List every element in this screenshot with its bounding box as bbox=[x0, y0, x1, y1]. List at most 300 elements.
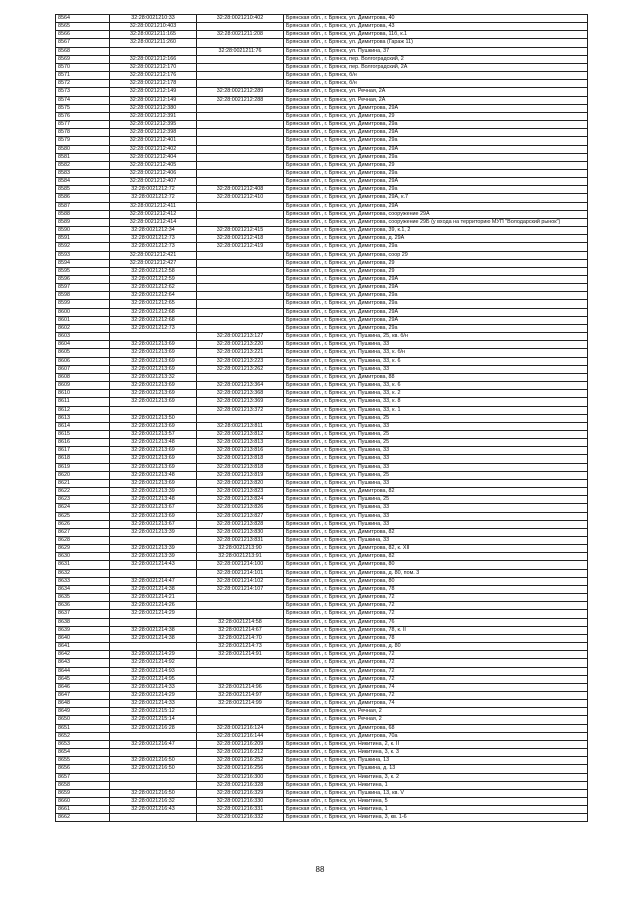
cadastral-number-parcel: 32:28:0021212:412 bbox=[110, 210, 197, 218]
row-number: 8608 bbox=[56, 373, 110, 381]
cadastral-number-parcel: 32:28:0021214:95 bbox=[110, 675, 197, 683]
cadastral-number-parcel: 32:28:0021213:69 bbox=[110, 349, 197, 357]
row-number: 8639 bbox=[56, 626, 110, 634]
cadastral-number-parcel: 32:28:0021213:67 bbox=[110, 520, 197, 528]
cadastral-number-parcel: 32:28:0021213:69 bbox=[110, 455, 197, 463]
cadastral-number-object bbox=[197, 316, 284, 324]
address: Брянская обл., г. Брянск, ул. Димитрова, 88 bbox=[284, 373, 588, 381]
cadastral-number-parcel: 32:28:0021213:69 bbox=[110, 382, 197, 390]
cadastral-number-parcel: 32:28:0021213:69 bbox=[110, 398, 197, 406]
cadastral-number-object bbox=[197, 112, 284, 120]
cadastral-number-parcel: 32:28:0021213:50 bbox=[110, 414, 197, 422]
table-body bbox=[56, 15, 588, 822]
address: Брянская обл., г. Брянск, ул. Димитрова, 29а bbox=[284, 292, 588, 300]
address: Брянская обл., г. Брянск, ул. Димитрова, 29А bbox=[284, 129, 588, 137]
cadastral-number-parcel: 32:28:0021213:39 bbox=[110, 528, 197, 536]
table-row bbox=[56, 455, 588, 463]
cadastral-number-parcel: 32:28:0021214:29 bbox=[110, 651, 197, 659]
row-number: 8640 bbox=[56, 634, 110, 642]
table-row bbox=[56, 72, 588, 80]
row-number: 8629 bbox=[56, 545, 110, 553]
row-number: 8579 bbox=[56, 137, 110, 145]
address: Брянская обл., г. Брянск, ул. Димитрова, 29А bbox=[284, 145, 588, 153]
row-number: 8614 bbox=[56, 422, 110, 430]
row-number: 8662 bbox=[56, 814, 110, 822]
row-number: 8595 bbox=[56, 267, 110, 275]
cadastral-number-parcel: 32:28:0021212:402 bbox=[110, 145, 197, 153]
cadastral-number-parcel: 32:28:0021213:69 bbox=[110, 447, 197, 455]
address: Брянская обл., г. Брянск, ул. Димитрова (Гараж 11) bbox=[284, 39, 588, 47]
cadastral-number-object: 32:28:0021216:331 bbox=[197, 806, 284, 814]
row-number: 8620 bbox=[56, 471, 110, 479]
cadastral-number-object: 32:28:0021213:823 bbox=[197, 488, 284, 496]
table-row bbox=[56, 798, 588, 806]
table-row bbox=[56, 202, 588, 210]
address: Брянская обл., г. Брянск, ул. Пушкина, 25 bbox=[284, 471, 588, 479]
cadastral-number-parcel: 32:28:0021213:69 bbox=[110, 365, 197, 373]
address: Брянская обл., г. Брянск, ул. Димитрова, 72 bbox=[284, 691, 588, 699]
table-row bbox=[56, 814, 588, 822]
address: Брянская обл., г. Брянск, ул. Пушкина, 37 bbox=[284, 47, 588, 55]
table-row bbox=[56, 55, 588, 63]
table-row bbox=[56, 675, 588, 683]
table-row bbox=[56, 104, 588, 112]
table-row bbox=[56, 569, 588, 577]
cadastral-number-object: 32:28:0021213:816 bbox=[197, 447, 284, 455]
row-number: 8636 bbox=[56, 602, 110, 610]
cadastral-number-object bbox=[197, 153, 284, 161]
cadastral-number-object: 32:28:0021214:96 bbox=[197, 683, 284, 691]
address: Брянская обл., г. Брянск, ул. Димитрова, 29а bbox=[284, 324, 588, 332]
address: Брянская обл., г. Брянск, ул. Димитрова, 29 bbox=[284, 267, 588, 275]
table-row bbox=[56, 324, 588, 332]
cadastral-number-parcel: 32:28:0021214:92 bbox=[110, 659, 197, 667]
row-number: 8606 bbox=[56, 357, 110, 365]
cadastral-number-parcel: 32:28:0021214:29 bbox=[110, 610, 197, 618]
row-number: 8590 bbox=[56, 227, 110, 235]
cadastral-number-parcel: 32:28:0021215:12 bbox=[110, 708, 197, 716]
row-number: 8577 bbox=[56, 121, 110, 129]
cadastral-number-object bbox=[197, 72, 284, 80]
row-number: 8648 bbox=[56, 700, 110, 708]
address: Брянская обл., г. Брянск, ул. Димитрова, сооружение 29Б (у входа на территорию МУП "Володарский рынок") bbox=[284, 218, 588, 226]
table-row bbox=[56, 488, 588, 496]
table-row bbox=[56, 520, 588, 528]
cadastral-number-object bbox=[197, 145, 284, 153]
address: Брянская обл., г. Брянск, ул. Димитрова, 29А bbox=[284, 284, 588, 292]
row-number: 8567 bbox=[56, 39, 110, 47]
address: Брянская обл., г. Брянск, ул. Пушкина, 33 bbox=[284, 463, 588, 471]
row-number: 8597 bbox=[56, 284, 110, 292]
address: Брянская обл., г. Брянск, ул. Димитрова, 82 bbox=[284, 553, 588, 561]
cadastral-number-parcel: 32:28:0021213:69 bbox=[110, 512, 197, 520]
row-number: 8657 bbox=[56, 773, 110, 781]
cadastral-number-parcel: 32:28:0021213:69 bbox=[110, 341, 197, 349]
address: Брянская обл., г. Брянск, ул. Речная, 2А bbox=[284, 88, 588, 96]
address: Брянская обл., г. Брянск, ул. Пушкина, 13 bbox=[284, 757, 588, 765]
address: Брянская обл., г. Брянск, ул. Димитрова, д. 80, пом. 3 bbox=[284, 569, 588, 577]
row-number: 8661 bbox=[56, 806, 110, 814]
table-row bbox=[56, 398, 588, 406]
row-number: 8624 bbox=[56, 504, 110, 512]
cadastral-number-parcel: 32:28:0021212:380 bbox=[110, 104, 197, 112]
cadastral-number-object: 32:28:0021213:372 bbox=[197, 406, 284, 414]
cadastral-number-parcel: 32:28:0021212:421 bbox=[110, 251, 197, 259]
address: Брянская обл., г. Брянск, ул. Димитрова, 72 bbox=[284, 651, 588, 659]
cadastral-number-parcel: 32:28:0021212:395 bbox=[110, 121, 197, 129]
cadastral-number-parcel bbox=[110, 732, 197, 740]
table-row bbox=[56, 276, 588, 284]
row-number: 8573 bbox=[56, 88, 110, 96]
table-row bbox=[56, 194, 588, 202]
cadastral-number-parcel: 32:28:0021214:38 bbox=[110, 626, 197, 634]
address: Брянская обл., г. Брянск, ул. Димитрова, 29 bbox=[284, 112, 588, 120]
row-number: 8647 bbox=[56, 691, 110, 699]
cadastral-number-object bbox=[197, 169, 284, 177]
cadastral-number-parcel: 32:28:0021213:39 bbox=[110, 545, 197, 553]
table-row bbox=[56, 651, 588, 659]
cadastral-number-object: 32:28:0021213:824 bbox=[197, 496, 284, 504]
cadastral-number-parcel: 32:28:0021213:69 bbox=[110, 479, 197, 487]
table-row bbox=[56, 243, 588, 251]
address: Брянская обл., г. Брянск, ул. Димитрова, 72 bbox=[284, 659, 588, 667]
cadastral-number-object bbox=[197, 659, 284, 667]
cadastral-number-object: 32:28:0021216:329 bbox=[197, 789, 284, 797]
cadastral-number-parcel: 32:28:0021213:57 bbox=[110, 430, 197, 438]
cadastral-number-parcel: 32:28:0021212:404 bbox=[110, 153, 197, 161]
row-number: 8642 bbox=[56, 651, 110, 659]
cadastral-number-object bbox=[197, 276, 284, 284]
address: Брянская обл., г. Брянск, ул. Речная, 2 bbox=[284, 708, 588, 716]
table-row bbox=[56, 406, 588, 414]
cadastral-number-object: 32:28:0021213:364 bbox=[197, 382, 284, 390]
cadastral-number-parcel: 32:28:0021212:407 bbox=[110, 178, 197, 186]
address: Брянская обл., г. Брянск, ул. Пушкина, 33, к. 2 bbox=[284, 390, 588, 398]
table-row bbox=[56, 88, 588, 96]
table-row bbox=[56, 63, 588, 71]
table-row bbox=[56, 137, 588, 145]
table-row bbox=[56, 169, 588, 177]
cadastral-number-parcel bbox=[110, 749, 197, 757]
cadastral-number-parcel: 32:28:0021212:414 bbox=[110, 218, 197, 226]
table-row bbox=[56, 765, 588, 773]
address: Брянская обл., г. Брянск, ул. Димитрова, 76 bbox=[284, 618, 588, 626]
table-row bbox=[56, 178, 588, 186]
address: Брянская обл., г. Брянск, ул. Димитрова, 72 bbox=[284, 610, 588, 618]
cadastral-number-parcel: 32:28:0021212:72 bbox=[110, 186, 197, 194]
row-number: 8588 bbox=[56, 210, 110, 218]
cadastral-number-object: 32:28:0021216:330 bbox=[197, 798, 284, 806]
address: Брянская обл., г. Брянск, ул. Димитрова, 43 bbox=[284, 23, 588, 31]
row-number: 8643 bbox=[56, 659, 110, 667]
table-row bbox=[56, 259, 588, 267]
table-row bbox=[56, 39, 588, 47]
cadastral-number-object: 32:28:0021212:288 bbox=[197, 96, 284, 104]
table-row bbox=[56, 23, 588, 31]
table-row bbox=[56, 422, 588, 430]
address: Брянская обл., г. Брянск, ул. Никитина, 5 bbox=[284, 798, 588, 806]
cadastral-number-parcel: 32:28:0021216:47 bbox=[110, 740, 197, 748]
cadastral-number-object bbox=[197, 39, 284, 47]
address: Брянская обл., г. Брянск, ул. Пушкина, 33, к. 1 bbox=[284, 406, 588, 414]
cadastral-number-parcel bbox=[110, 333, 197, 341]
cadastral-number-parcel: 32:28:0021214:33 bbox=[110, 683, 197, 691]
table-row bbox=[56, 153, 588, 161]
cadastral-number-object: 32:28:0021213:819 bbox=[197, 471, 284, 479]
page-number: 88 bbox=[315, 865, 325, 874]
row-number: 8601 bbox=[56, 316, 110, 324]
cadastral-number-parcel: 32:28:0021212:149 bbox=[110, 88, 197, 96]
cadastral-number-object bbox=[197, 178, 284, 186]
row-number: 8569 bbox=[56, 55, 110, 63]
row-number: 8585 bbox=[56, 186, 110, 194]
table-row bbox=[56, 463, 588, 471]
cadastral-number-object: 32:28:0021212:408 bbox=[197, 186, 284, 194]
cadastral-number-object: 32:28:0021213:812 bbox=[197, 430, 284, 438]
cadastral-number-parcel: 32:28:0021212:64 bbox=[110, 292, 197, 300]
row-number: 8616 bbox=[56, 439, 110, 447]
cadastral-number-object: 32:28:0021212:415 bbox=[197, 227, 284, 235]
cadastral-number-object: 32:28:0021213:221 bbox=[197, 349, 284, 357]
cadastral-number-object: 32:28:0021211:76 bbox=[197, 47, 284, 55]
address: Брянская обл., г. Брянск, ул. Димитрова, 74 bbox=[284, 700, 588, 708]
table-row bbox=[56, 496, 588, 504]
address: Брянская обл., г. Брянск, ул. Димитрова, 29а bbox=[284, 169, 588, 177]
cadastral-number-parcel: 32:28:0021213:69 bbox=[110, 422, 197, 430]
table-row bbox=[56, 537, 588, 545]
table-row bbox=[56, 341, 588, 349]
cadastral-number-object: 32:28:0021210:402 bbox=[197, 15, 284, 23]
address: Брянская обл., г. Брянск, ул. Пушкина, 33, к. 6 bbox=[284, 382, 588, 390]
row-number: 8602 bbox=[56, 324, 110, 332]
cadastral-number-object: 32:28:0021214:67 bbox=[197, 626, 284, 634]
table-row bbox=[56, 504, 588, 512]
row-number: 8613 bbox=[56, 414, 110, 422]
table-row bbox=[56, 80, 588, 88]
cadastral-number-parcel: 32:28:0021214:38 bbox=[110, 585, 197, 593]
cadastral-number-parcel: 32:28:0021213:69 bbox=[110, 463, 197, 471]
cadastral-number-object bbox=[197, 121, 284, 129]
row-number: 8589 bbox=[56, 218, 110, 226]
cadastral-number-parcel: 32:28:0021212:149 bbox=[110, 96, 197, 104]
cadastral-number-parcel: 32:28:0021212:72 bbox=[110, 194, 197, 202]
address: Брянская обл., г. Брянск, ул. Никитина, 1 bbox=[284, 781, 588, 789]
table-row bbox=[56, 308, 588, 316]
row-number: 8633 bbox=[56, 577, 110, 585]
cadastral-number-parcel: 32:28:0021212:68 bbox=[110, 308, 197, 316]
cadastral-number-parcel: 32:28:0021216:43 bbox=[110, 806, 197, 814]
row-number: 8660 bbox=[56, 798, 110, 806]
table-row bbox=[56, 227, 588, 235]
table-row bbox=[56, 112, 588, 120]
cadastral-number-parcel bbox=[110, 406, 197, 414]
cadastral-number-object bbox=[197, 610, 284, 618]
table-row bbox=[56, 267, 588, 275]
cadastral-number-parcel: 32:28:0021212:406 bbox=[110, 169, 197, 177]
address: Брянская обл., г. Брянск, ул. Пушкина, 33 bbox=[284, 365, 588, 373]
table-row bbox=[56, 471, 588, 479]
cadastral-number-parcel: 32:28:0021214:38 bbox=[110, 634, 197, 642]
row-number: 8582 bbox=[56, 161, 110, 169]
cadastral-number-parcel: 32:28:0021213:48 bbox=[110, 471, 197, 479]
row-number: 8578 bbox=[56, 129, 110, 137]
row-number: 8650 bbox=[56, 716, 110, 724]
row-number: 8626 bbox=[56, 520, 110, 528]
table-row bbox=[56, 594, 588, 602]
row-number: 8581 bbox=[56, 153, 110, 161]
address: Брянская обл., г. Брянск, ул. Димитрова, 29А, к.7 bbox=[284, 194, 588, 202]
address: Брянская обл., г. Брянск, ул. Пушкина, 33 bbox=[284, 455, 588, 463]
table-row bbox=[56, 284, 588, 292]
cadastral-number-parcel bbox=[110, 537, 197, 545]
address: Брянская обл., г. Брянск, ул. Речная, 2А bbox=[284, 96, 588, 104]
table-row bbox=[56, 316, 588, 324]
row-number: 8652 bbox=[56, 732, 110, 740]
cadastral-number-object: 32:28:0021216:300 bbox=[197, 773, 284, 781]
row-number: 8637 bbox=[56, 610, 110, 618]
table-row bbox=[56, 218, 588, 226]
cadastral-number-parcel bbox=[110, 773, 197, 781]
address: Брянская обл., г. Брянск, ул. Пушкина, 33 bbox=[284, 447, 588, 455]
cadastral-number-parcel: 32:28:0021213:67 bbox=[110, 504, 197, 512]
table-row bbox=[56, 602, 588, 610]
row-number: 8584 bbox=[56, 178, 110, 186]
address: Брянская обл., г. Брянск, ул. Димитрова, 40 bbox=[284, 15, 588, 23]
cadastral-number-parcel: 32:28:0021212:427 bbox=[110, 259, 197, 267]
cadastral-number-parcel: 32:28:0021214:93 bbox=[110, 667, 197, 675]
address: Брянская обл., г. Брянск, ул. Димитрова, 29А bbox=[284, 276, 588, 284]
row-number: 8645 bbox=[56, 675, 110, 683]
cadastral-number-parcel bbox=[110, 569, 197, 577]
cadastral-number-object: 32:28:0021212:418 bbox=[197, 235, 284, 243]
cadastral-number-object: 32:28:0021213:262 bbox=[197, 365, 284, 373]
cadastral-number-parcel: 32:28:0021213:39 bbox=[110, 488, 197, 496]
cadastral-number-object bbox=[197, 292, 284, 300]
cadastral-number-parcel: 32:28:0021212:65 bbox=[110, 300, 197, 308]
table-row bbox=[56, 528, 588, 536]
cadastral-number-parcel: 32:28:0021210:403 bbox=[110, 23, 197, 31]
cadastral-number-parcel: 32:28:0021212:391 bbox=[110, 112, 197, 120]
cadastral-number-parcel: 32:28:0021211:165 bbox=[110, 31, 197, 39]
cadastral-number-parcel: 32:28:0021212:68 bbox=[110, 316, 197, 324]
table-row bbox=[56, 732, 588, 740]
address: Брянская обл., г. Брянск, ул. Димитрова, 29А bbox=[284, 202, 588, 210]
table-row bbox=[56, 667, 588, 675]
row-number: 8627 bbox=[56, 528, 110, 536]
table-row bbox=[56, 382, 588, 390]
address: Брянская обл., г. Брянск, ул. Никитина, 1 bbox=[284, 806, 588, 814]
row-number: 8612 bbox=[56, 406, 110, 414]
row-number: 8654 bbox=[56, 749, 110, 757]
table-row bbox=[56, 757, 588, 765]
row-number: 8594 bbox=[56, 259, 110, 267]
cadastral-number-object: 32:28:0021214:101 bbox=[197, 569, 284, 577]
table-row bbox=[56, 643, 588, 651]
table-row bbox=[56, 31, 588, 39]
cadastral-number-parcel: 32:28:0021212:178 bbox=[110, 80, 197, 88]
address: Брянская обл., г. Брянск, ул. Димитрова, д. 80 bbox=[284, 643, 588, 651]
address: Брянская обл., г. Брянск, ул. Пушкина, 33 bbox=[284, 341, 588, 349]
table-row bbox=[56, 365, 588, 373]
row-number: 8625 bbox=[56, 512, 110, 520]
cadastral-number-object bbox=[197, 55, 284, 63]
address: Брянская обл., г. Брянск, ул. Димитрова, 29 bbox=[284, 161, 588, 169]
cadastral-number-object bbox=[197, 259, 284, 267]
cadastral-number-object bbox=[197, 218, 284, 226]
address: Брянская обл., г. Брянск, б/н bbox=[284, 80, 588, 88]
cadastral-number-object bbox=[197, 308, 284, 316]
cadastral-number-object: 32:28:0021213:831 bbox=[197, 537, 284, 545]
cadastral-number-object: 32:28:0021213:220 bbox=[197, 341, 284, 349]
row-number: 8596 bbox=[56, 276, 110, 284]
cadastral-number-object: 32:28:0021213:830 bbox=[197, 528, 284, 536]
address: Брянская обл., г. Брянск, пер. Волгоградский, 2 bbox=[284, 55, 588, 63]
row-number: 8586 bbox=[56, 194, 110, 202]
cadastral-number-object bbox=[197, 137, 284, 145]
table-row bbox=[56, 708, 588, 716]
cadastral-number-object bbox=[197, 373, 284, 381]
cadastral-number-object: 32:28:0021213:818 bbox=[197, 455, 284, 463]
cadastral-number-object: 32:28:0021214:70 bbox=[197, 634, 284, 642]
row-number: 8603 bbox=[56, 333, 110, 341]
cadastral-number-object: 32:28:0021214:99 bbox=[197, 700, 284, 708]
row-number: 8587 bbox=[56, 202, 110, 210]
table-row bbox=[56, 618, 588, 626]
row-number: 8598 bbox=[56, 292, 110, 300]
table-row bbox=[56, 700, 588, 708]
cadastral-number-object: 32:28:0021211:208 bbox=[197, 31, 284, 39]
row-number: 8622 bbox=[56, 488, 110, 496]
address: Брянская обл., г. Брянск, ул. Пушкина, 33, к. б/н bbox=[284, 349, 588, 357]
cadastral-number-object: 32:28:0021214:58 bbox=[197, 618, 284, 626]
cadastral-number-parcel: 32:28:0021212:73 bbox=[110, 243, 197, 251]
table-row bbox=[56, 634, 588, 642]
address: Брянская обл., г. Брянск, ул. Димитрова, 82 bbox=[284, 488, 588, 496]
cadastral-number-object bbox=[197, 602, 284, 610]
cadastral-number-object: 32:28:0021216:256 bbox=[197, 765, 284, 773]
cadastral-number-object: 32:28:0021214:100 bbox=[197, 561, 284, 569]
table-row bbox=[56, 439, 588, 447]
cadastral-number-parcel bbox=[110, 643, 197, 651]
row-number: 8655 bbox=[56, 757, 110, 765]
address: Брянская обл., г. Брянск, ул. Димитрова, 29а bbox=[284, 137, 588, 145]
cadastral-number-parcel: 32:28:0021213:69 bbox=[110, 390, 197, 398]
address: Брянская обл., г. Брянск, ул. Димитрова, 72 bbox=[284, 602, 588, 610]
cadastral-number-parcel: 32:28:0021214:43 bbox=[110, 561, 197, 569]
address: Брянская обл., г. Брянск, ул. Димитрова, 29 bbox=[284, 259, 588, 267]
cadastral-number-parcel: 32:28:0021212:176 bbox=[110, 72, 197, 80]
cadastral-number-object bbox=[197, 267, 284, 275]
cadastral-number-object: 32:28:0021214:73 bbox=[197, 643, 284, 651]
row-number: 8659 bbox=[56, 789, 110, 797]
cadastral-number-object: 32:28:0021213:813 bbox=[197, 439, 284, 447]
address: Брянская обл., г. Брянск, ул. Димитрова, 29а bbox=[284, 243, 588, 251]
table-row bbox=[56, 430, 588, 438]
table-row bbox=[56, 691, 588, 699]
address: Брянская обл., г. Брянск, ул. Пушкина, 33 bbox=[284, 422, 588, 430]
cadastral-number-object: 32:28:0021216:332 bbox=[197, 814, 284, 822]
cadastral-number-object bbox=[197, 675, 284, 683]
address: Брянская обл., г. Брянск, ул. Пушкина, 33 bbox=[284, 537, 588, 545]
address: Брянская обл., г. Брянск, ул. Димитрова, соор 29 bbox=[284, 251, 588, 259]
row-number: 8600 bbox=[56, 308, 110, 316]
table-row bbox=[56, 333, 588, 341]
cadastral-number-object bbox=[197, 667, 284, 675]
cadastral-number-object bbox=[197, 594, 284, 602]
table-row bbox=[56, 553, 588, 561]
address: Брянская обл., г. Брянск, ул. Димитрова, д. 29А bbox=[284, 235, 588, 243]
cadastral-number-object bbox=[197, 708, 284, 716]
